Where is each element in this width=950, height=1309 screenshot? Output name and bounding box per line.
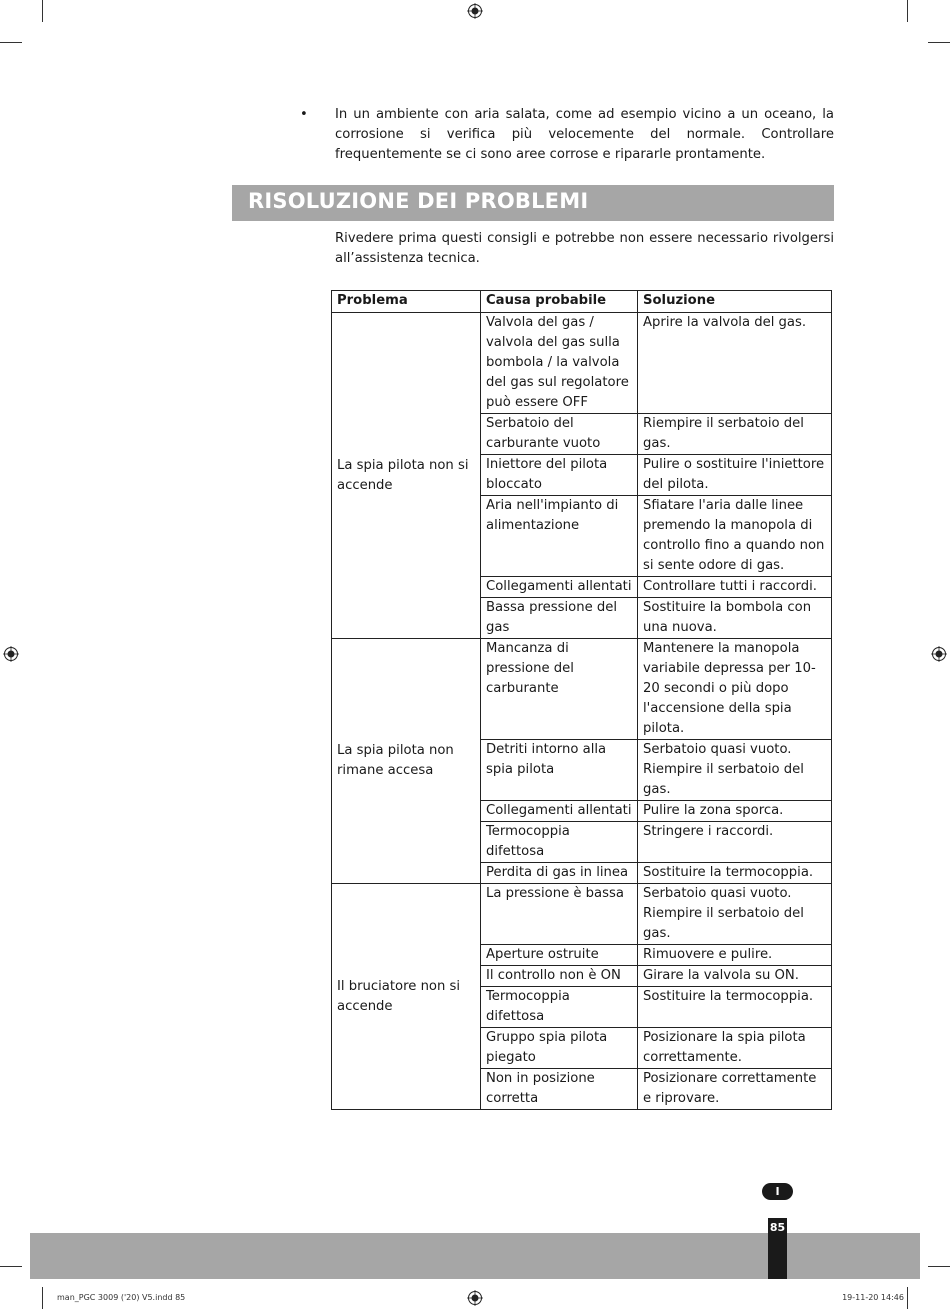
solution-cell: Aprire la valvola del gas. — [638, 313, 832, 414]
cause-cell: Non in posizione corretta — [481, 1069, 638, 1110]
solution-cell: Sostituire la bombola con una nuova. — [638, 598, 832, 639]
print-slug-file: man_PGC 3009 ('20) V5.indd 85 — [57, 1293, 186, 1302]
table-header-row — [332, 291, 832, 313]
solution-cell: Serbatoio quasi vuoto. Riempire il serbatoio del gas. — [638, 884, 832, 945]
section-heading-bar — [232, 185, 834, 221]
solution-cell: Controllare tutti i raccordi. — [638, 577, 832, 598]
print-slug-date: 19-11-20 14:46 — [842, 1293, 904, 1302]
crop-mark — [907, 1287, 908, 1309]
crop-mark — [928, 1266, 950, 1267]
problem-cell: La spia pilota non si accende — [332, 313, 481, 639]
crop-mark — [42, 1287, 43, 1309]
solution-cell: Pulire la zona sporca. — [638, 801, 832, 822]
solution-cell: Rimuovere e pulire. — [638, 945, 832, 966]
cause-cell: Detriti intorno alla spia pilota — [481, 740, 638, 801]
registration-mark-icon — [3, 646, 19, 662]
cause-cell: La pressione è bassa — [481, 884, 638, 945]
registration-mark-icon — [931, 646, 947, 662]
table-row — [332, 884, 832, 945]
page-number: 85 — [768, 1218, 787, 1279]
cause-cell: Iniettore del pilota bloccato — [481, 455, 638, 496]
cause-cell: Aperture ostruite — [481, 945, 638, 966]
cause-cell: Termocoppia difettosa — [481, 822, 638, 863]
cause-cell: Mancanza di pressione del carburante — [481, 639, 638, 740]
cause-cell: Collegamenti allentati — [481, 801, 638, 822]
solution-cell: Pulire o sostituire l'iniettore del pilota. — [638, 455, 832, 496]
crop-mark — [42, 0, 43, 22]
column-header-problem: Problema — [332, 291, 481, 313]
cause-cell: Aria nell'impianto di alimentazione — [481, 496, 638, 577]
solution-cell: Girare la valvola su ON. — [638, 966, 832, 987]
problem-cell: La spia pilota non rimane accesa — [332, 639, 481, 884]
solution-cell: Stringere i raccordi. — [638, 822, 832, 863]
table-row — [332, 313, 832, 414]
solution-cell: Sostituire la termocoppia. — [638, 987, 832, 1028]
solution-cell: Riempire il serbatoio del gas. — [638, 414, 832, 455]
bullet-paragraph — [300, 105, 834, 165]
cause-cell: Bassa pressione del gas — [481, 598, 638, 639]
cause-cell: Valvola del gas / valvola del gas sulla bombola / la valvola del gas sul regolatore può essere OFF — [481, 313, 638, 414]
intro-paragraph: Rivedere prima questi consigli e potrebbe non essere necessario rivolgersi all’assistenza tecnica. — [335, 231, 834, 266]
registration-mark-icon — [467, 3, 483, 19]
cause-cell: Serbatoio del carburante vuoto — [481, 414, 638, 455]
crop-mark — [0, 42, 22, 43]
section-title: RISOLUZIONE DEI PROBLEMI — [248, 189, 589, 213]
solution-cell: Sostituire la termocoppia. — [638, 863, 832, 884]
solution-cell: Serbatoio quasi vuoto. Riempire il serbatoio del gas. — [638, 740, 832, 801]
cause-cell: Termocoppia difettosa — [481, 987, 638, 1028]
crop-mark — [928, 42, 950, 43]
cause-cell: Gruppo spia pilota piegato — [481, 1028, 638, 1069]
cause-cell: Il controllo non è ON — [481, 966, 638, 987]
language-badge: I — [762, 1183, 793, 1200]
bullet-text: In un ambiente con aria salata, come ad esempio vicino a un oceano, la corrosione si verifica più velocemente del normale. Controllare frequentemente se ci sono aree corrose e ripararle prontamente. — [335, 107, 834, 162]
bullet-dot: • — [300, 107, 308, 122]
crop-mark — [0, 1266, 22, 1267]
solution-cell: Posizionare la spia pilota correttamente. — [638, 1028, 832, 1069]
solution-cell: Mantenere la manopola variabile depressa per 10-20 secondi o più dopo l'accensione della spia pilota. — [638, 639, 832, 740]
table-row — [332, 639, 832, 740]
registration-mark-icon — [467, 1290, 483, 1306]
crop-mark — [907, 0, 908, 22]
solution-cell: Posizionare correttamente e riprovare. — [638, 1069, 832, 1110]
cause-cell: Perdita di gas in linea — [481, 863, 638, 884]
column-header-cause: Causa probabile — [481, 291, 638, 313]
solution-cell: Sfiatare l'aria dalle linee premendo la manopola di controllo fino a quando non si sente odore di gas. — [638, 496, 832, 577]
troubleshooting-table — [331, 290, 832, 1110]
problem-cell: Il bruciatore non si accende — [332, 884, 481, 1110]
column-header-solution: Soluzione — [638, 291, 832, 313]
cause-cell: Collegamenti allentati — [481, 577, 638, 598]
